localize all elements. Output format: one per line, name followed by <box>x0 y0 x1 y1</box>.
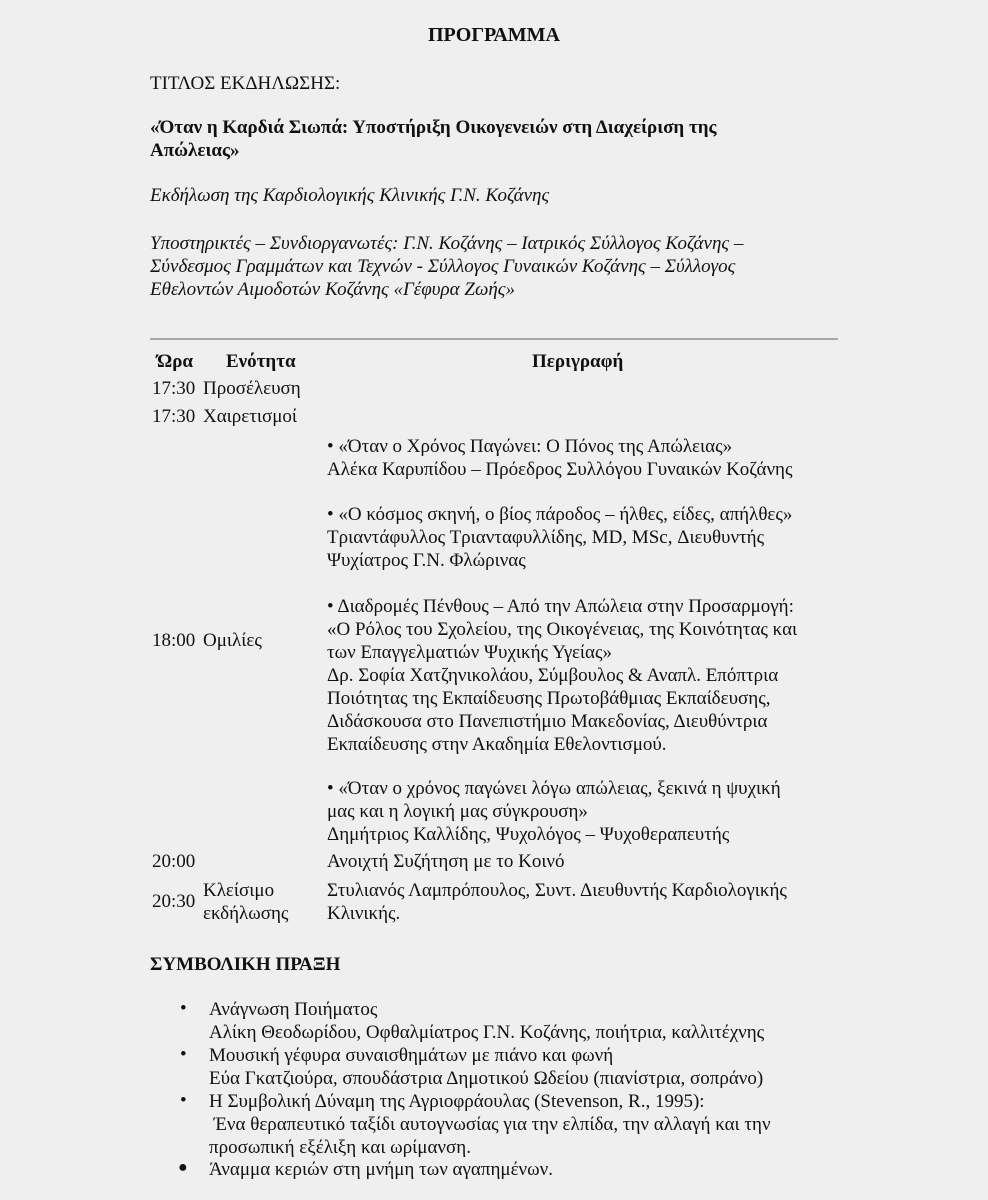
row-description-line: Κλινικής. <box>327 903 401 924</box>
row-description-line: Στυλιανός Λαμπρόπουλος, Συντ. Διευθυντής Καρδιολογικής <box>327 880 787 901</box>
page-title: ΠΡΟΓΡΑΜΜΑ <box>428 24 560 46</box>
talk-line: Εκπαίδευσης στην Ακαδημία Εθελοντισμού. <box>327 734 667 755</box>
row-time: 20:30 <box>152 891 196 912</box>
talk-title: • Διαδρομές Πένθους – Από την Απώλεια στην Προσαρμογή: <box>327 596 794 617</box>
event-title <box>150 116 717 162</box>
row-time: 18:00 <box>152 630 196 651</box>
row-section: Χαιρετισμοί <box>203 406 298 427</box>
row-description: Ανοιχτή Συζήτηση με το Κοινό <box>327 851 565 872</box>
supporters-line: Υποστηρικτές – Συνδιοργανωτές: Γ.Ν. Κοζάνης – Ιατρικός Σύλλογος Κοζάνης – <box>150 233 744 254</box>
row-description <box>327 879 787 925</box>
header-time: Ώρα <box>157 351 193 372</box>
talk-line: Τριαντάφυλλος Τριανταφυλλίδης, MD, MSc, Διευθυντής <box>327 527 765 548</box>
symbolic-item: Άναμμα κεριών στη μνήμη των αγαπημένων. <box>209 1159 553 1180</box>
talk-item <box>327 503 792 572</box>
organizer-text: Εκδήλωση της Καρδιολογικής Κλινικής Γ.Ν. Κοζάνης <box>150 185 550 206</box>
talk-line: των Επαγγελματιών Ψυχικής Υγείας» <box>327 642 613 663</box>
talk-title: • «Ο κόσμος σκηνή, ο βίος πάροδος – ήλθες, είδες, απήλθες» <box>327 504 793 525</box>
talk-item <box>327 435 793 481</box>
row-time: 17:30 <box>152 406 196 427</box>
talk-title: • «Όταν ο χρόνος παγώνει λόγω απώλειας, ξεκινά η ψυχική <box>327 778 781 799</box>
event-title-line: Απώλειας» <box>150 140 240 161</box>
symbolic-item <box>209 1044 763 1090</box>
talk-item <box>327 777 781 846</box>
divider-rule <box>150 338 838 340</box>
symbolic-item <box>209 1090 771 1159</box>
row-time: 20:00 <box>152 851 196 872</box>
talk-line: Αλέκα Καρυπίδου – Πρόεδρος Συλλόγου Γυναικών Κοζάνης <box>327 459 793 480</box>
symbolic-item-line: Ανάγνωση Ποιήματος <box>209 999 378 1020</box>
talk-line: Ποιότητας της Εκπαίδευσης Πρωτοβάθμιας Εκπαίδευσης, <box>327 688 771 709</box>
event-title-line: «Όταν η Καρδιά Σιωπά: Υποστήριξη Οικογενειών στη Διαχείριση της <box>150 117 717 138</box>
talk-line: Διδάσκουσα στο Πανεπιστήμιο Μακεδονίας, Διευθύντρια <box>327 711 768 732</box>
talk-line: Ψυχίατρος Γ.Ν. Φλώρινας <box>327 550 526 571</box>
symbolic-item-line: Εύα Γκατζιούρα, σπουδάστρια Δημοτικού Ωδείου (πιανίστρια, σοπράνο) <box>209 1068 764 1089</box>
row-section-line: εκδήλωσης <box>203 903 289 924</box>
talk-line: Δημήτριος Καλλίδης, Ψυχολόγος – Ψυχοθεραπευτής <box>327 824 730 845</box>
talk-line: «Ο Ρόλος του Σχολείου, της Οικογένειας, της Κοινότητας και <box>327 619 798 640</box>
symbolic-item <box>209 998 764 1044</box>
bullet-icon: • <box>180 998 187 1019</box>
event-title-label: ΤΙΤΛΟΣ ΕΚΔΗΛΩΣΗΣ: <box>150 73 341 94</box>
talk-item <box>327 595 797 756</box>
row-section: Προσέλευση <box>203 378 301 399</box>
symbolic-item-line: προσωπική εξέλιξη και ωρίμανση. <box>209 1137 471 1158</box>
row-time: 17:30 <box>152 378 196 399</box>
symbolic-item-line: Ένα θεραπευτικό ταξίδι αυτογνωσίας για την ελπίδα, την αλλαγή και την <box>209 1114 771 1135</box>
supporters-line: Σύνδεσμος Γραμμάτων και Τεχνών - Σύλλογος Γυναικών Κοζάνης – Σύλλογος <box>150 256 736 277</box>
header-section: Ενότητα <box>226 351 296 372</box>
supporters-line: Εθελοντών Αιμοδοτών Κοζάνης «Γέφυρα Ζωής» <box>150 279 515 300</box>
talk-line: Δρ. Σοφία Χατζηνικολάου, Σύμβουλος & Αναπλ. Επόπτρια <box>327 665 779 686</box>
row-section: Ομιλίες <box>203 630 262 651</box>
talk-title: • «Όταν ο Χρόνος Παγώνει: Ο Πόνος της Απώλειας» <box>327 436 733 457</box>
symbolic-item-line: Αλίκη Θεοδωρίδου, Οφθαλμίατρος Γ.Ν. Κοζάνης, ποιήτρια, καλλιτέχνης <box>209 1022 765 1043</box>
row-section-line: Κλείσιμο <box>203 880 275 901</box>
symbolic-item-line: Η Συμβολική Δύναμη της Αγριοφράουλας (Stevenson, R., 1995): <box>209 1091 705 1112</box>
bullet-icon: • <box>180 1090 187 1111</box>
bullet-icon: • <box>180 1044 187 1065</box>
talk-line: μας και η λογική μας σύγκρουση» <box>327 801 588 822</box>
header-description: Περιγραφή <box>532 351 624 372</box>
section-heading: ΣΥΜΒΟΛΙΚΗ ΠΡΑΞΗ <box>150 954 341 975</box>
supporters-text <box>150 232 743 301</box>
bullet-icon: ● <box>178 1159 188 1176</box>
symbolic-item-line: Μουσική γέφυρα συναισθημάτων με πιάνο και φωνή <box>209 1045 614 1066</box>
row-section <box>203 879 288 925</box>
